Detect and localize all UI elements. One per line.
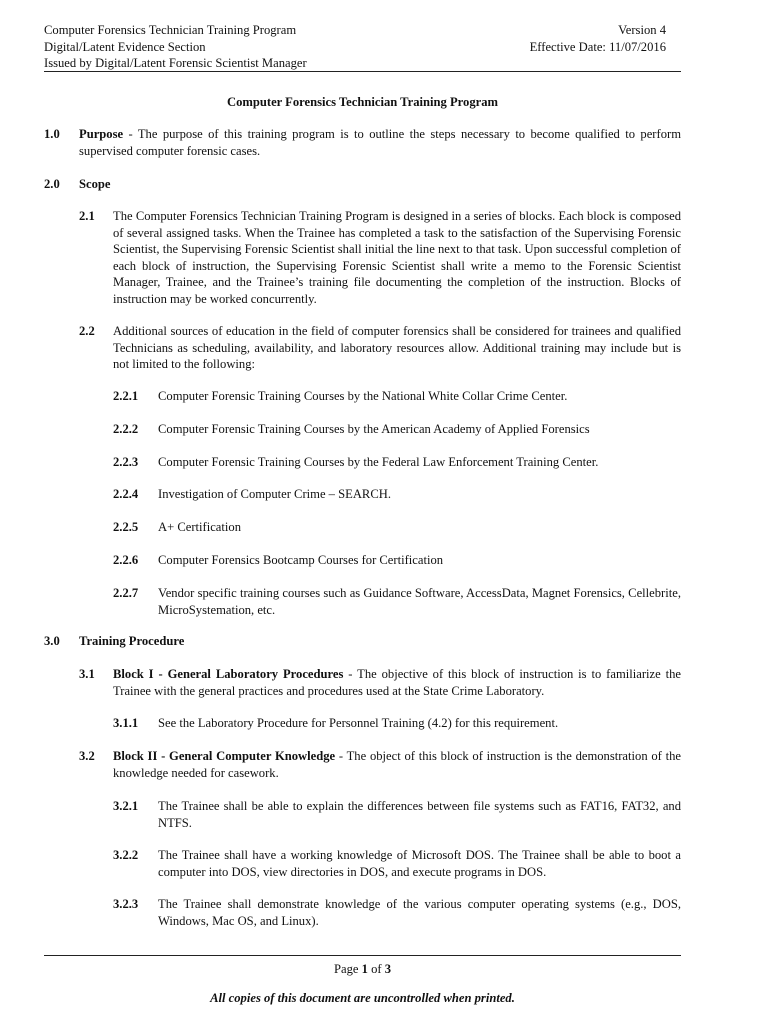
list-item-2-2-7-number: 2.2.7 <box>113 586 139 600</box>
list-item-2-2-7-text: Vendor specific training courses such as Guidance Software, AccessData, Magnet Forensics, Cellebrite, MicroSystemation, etc. <box>158 586 681 617</box>
list-item-2-2-1-number: 2.2.1 <box>113 389 139 403</box>
list-item-2-2-4-number: 2.2.4 <box>113 487 139 501</box>
list-item-3-2-3-number: 3.2.3 <box>113 897 139 911</box>
section-3-2-number: 3.2 <box>79 749 95 763</box>
list-item-3-2-2-text: The Trainee shall have a working knowledge of Microsoft DOS. The Trainee shall be able to boot a computer into DOS, view directories in DOS, and execute programs in DOS. <box>158 848 681 879</box>
section-3-number: 3.0 <box>44 634 60 648</box>
section-1-purpose <box>79 126 681 159</box>
section-3-2-text: - The object of this block of instruction is the demonstration of the knowledge needed for casework. <box>113 749 682 780</box>
footer-disclaimer: All copies of this document are uncontrolled when printed. <box>210 991 515 1005</box>
list-item-2-2-2-number: 2.2.2 <box>113 422 139 436</box>
list-item-2-2-5-text: A+ Certification <box>158 520 241 534</box>
list-item-3-2-3-text: The Trainee shall demonstrate knowledge of the various computer operating systems (e.g., DOS, Windows, Mac OS, and Linux). <box>158 897 681 928</box>
list-item-2-2-2-text: Computer Forensic Training Courses by the American Academy of Applied Forensics <box>158 422 590 436</box>
header-version: Version 4 <box>618 23 666 37</box>
section-1-number: 1.0 <box>44 127 60 141</box>
section-3-1-paragraph <box>113 666 681 699</box>
list-item-3-2-1-number: 3.2.1 <box>113 799 139 813</box>
list-item-2-2-1-text: Computer Forensic Training Courses by the National White Collar Crime Center. <box>158 389 568 403</box>
section-1-text: - The purpose of this training program is to outline the steps necessary to become qualified to perform supervised computer forensic cases. <box>79 127 681 158</box>
page-prefix: Page <box>333 962 362 976</box>
section-1-label: Purpose <box>79 127 124 141</box>
list-item-3-1-1-text: See the Laboratory Procedure for Personnel Training (4.2) for this requirement. <box>158 716 559 730</box>
header-divider <box>44 71 681 72</box>
list-item-3-2-2-number: 3.2.2 <box>113 848 139 862</box>
header-program-name: Computer Forensics Technician Training Program <box>44 23 297 37</box>
list-item-2-2-6-text: Computer Forensics Bootcamp Courses for Certification <box>158 553 444 567</box>
header-section-name: Digital/Latent Evidence Section <box>44 39 206 54</box>
header-effective-date: Effective Date: 11/07/2016 <box>529 39 666 54</box>
section-3-2-paragraph <box>113 748 681 781</box>
page-separator: of <box>367 962 385 976</box>
header-issuer: Issued by Digital/Latent Forensic Scientist Manager <box>44 56 307 70</box>
section-3-2-label: Block II - General Computer Knowledge <box>113 749 336 763</box>
section-3-label: Training Procedure <box>79 634 185 648</box>
document-title: Computer Forensics Technician Training Program <box>226 95 498 109</box>
header-right <box>426 22 666 55</box>
list-item-2-2-3-text: Computer Forensic Training Courses by the Federal Law Enforcement Training Center. <box>158 455 599 469</box>
list-item-2-2-6-number: 2.2.6 <box>113 553 139 567</box>
list-item-2-2-3-number: 2.2.3 <box>113 455 139 469</box>
list-item-3-2-1-text: The Trainee shall be able to explain the differences between file systems such as FAT16, FAT32, and NTFS. <box>158 799 681 830</box>
section-2-label: Scope <box>79 177 111 191</box>
page-current: 1 <box>361 962 368 976</box>
section-2-2-text: Additional sources of education in the field of computer forensics shall be considered for trainees and qualified Technicians as scheduling, availability, and laboratory resources allow. Additional training may include but is not limited to the following: <box>113 324 681 371</box>
list-item-2-2-5-number: 2.2.5 <box>113 520 139 534</box>
section-3-1-label: Block I - General Laboratory Procedures <box>113 667 344 681</box>
section-2-1-text: The Computer Forensics Technician Training Program is designed in a series of blocks. Each block is composed of several assigned tasks. When the Trainee has completed a task to the satisfaction of the Supervising Forensic Scientist, the Supervising Forensic Scientist shall initial the line next to that task. Upon successful completion of each block of instruction, the Supervising Forensic Scientist shall write a memo to the Forensic Scientist Manager, Trainee, and the Trainee’s training file documenting the completion of the instruction. Blocks of instruction may be worked concurrently. <box>113 209 681 306</box>
section-2-1-number: 2.1 <box>79 209 95 223</box>
section-2-2-number: 2.2 <box>79 324 95 338</box>
page-indicator <box>44 961 681 978</box>
list-item-3-1-1-number: 3.1.1 <box>113 716 139 730</box>
section-3-1-text: - The objective of this block of instruction is to familiarize the Trainee with the general practices and procedures used at the State Crime Laboratory. <box>113 667 681 698</box>
section-2-number: 2.0 <box>44 177 60 191</box>
header-left <box>44 22 464 72</box>
page-total: 3 <box>384 962 392 976</box>
footer-divider <box>44 955 681 956</box>
list-item-2-2-4-text: Investigation of Computer Crime – SEARCH. <box>158 487 391 501</box>
section-3-1-number: 3.1 <box>79 667 95 681</box>
